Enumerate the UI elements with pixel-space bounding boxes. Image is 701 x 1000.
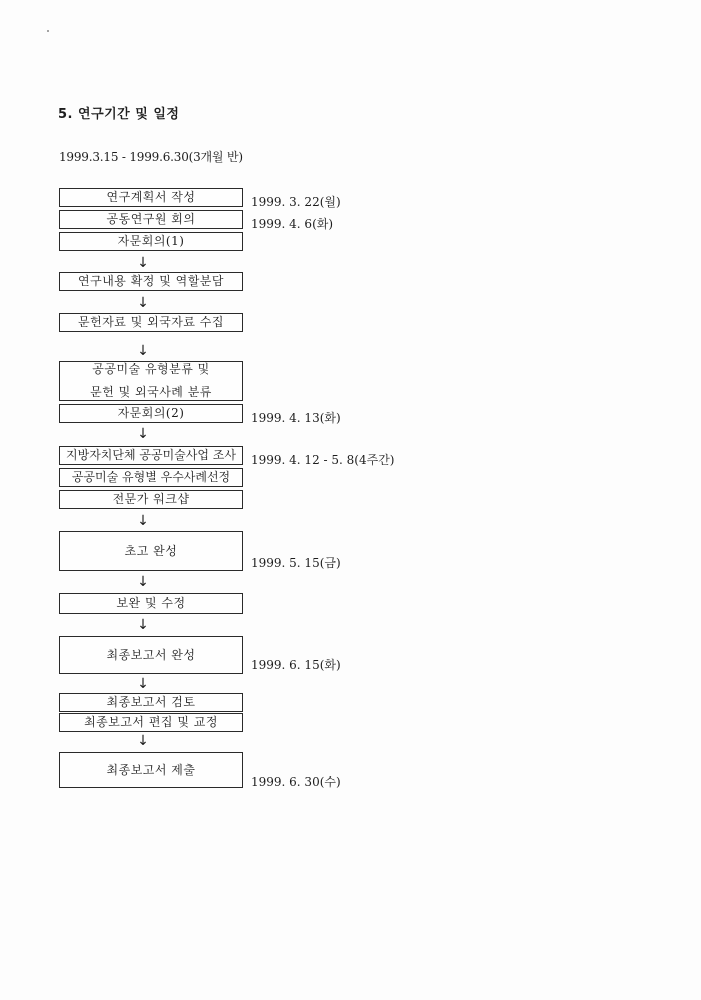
step-expert-workshop: 전문가 워크샵 bbox=[59, 490, 243, 509]
date-research-plan: 1999. 3. 22(월) bbox=[251, 195, 341, 209]
step-advisory-meeting-2: 자문회의(2) bbox=[59, 404, 243, 423]
scan-speck bbox=[47, 30, 49, 32]
step-type-classification-line-2: 문헌 및 외국사례 분류 bbox=[90, 385, 212, 399]
section-heading: 5. 연구기간 및 일정 bbox=[58, 107, 180, 122]
step-research-plan: 연구계획서 작성 bbox=[59, 188, 243, 207]
step-content-confirmation: 연구내용 확정 및 역할분담 bbox=[59, 272, 243, 291]
date-draft-completion: 1999. 5. 15(금) bbox=[251, 556, 341, 570]
step-literature-collection: 문헌자료 및 외국자료 수집 bbox=[59, 313, 243, 332]
flow-arrow: ↓ bbox=[137, 426, 149, 442]
step-type-classification-line-1: 공공미술 유형분류 및 bbox=[92, 362, 210, 377]
step-type-classification bbox=[59, 361, 243, 401]
date-local-survey: 1999. 4. 12 - 5. 8(4주간) bbox=[251, 453, 395, 467]
date-final-report-submission: 1999. 6. 30(수) bbox=[251, 775, 341, 789]
flow-arrow: ↓ bbox=[137, 676, 149, 692]
date-joint-meeting: 1999. 4. 6(화) bbox=[251, 217, 334, 231]
date-advisory-meeting-2: 1999. 4. 13(화) bbox=[251, 411, 341, 425]
step-revision: 보완 및 수정 bbox=[59, 593, 243, 614]
flow-arrow: ↓ bbox=[137, 733, 149, 749]
flow-arrow: ↓ bbox=[137, 343, 149, 359]
date-final-report-completion: 1999. 6. 15(화) bbox=[251, 658, 341, 672]
flow-arrow: ↓ bbox=[137, 617, 149, 633]
step-final-report-completion: 최종보고서 완성 bbox=[59, 636, 243, 674]
flow-arrow: ↓ bbox=[137, 255, 149, 271]
step-joint-researcher-meeting: 공동연구원 회의 bbox=[59, 210, 243, 229]
step-advisory-meeting-1: 자문회의(1) bbox=[59, 232, 243, 251]
step-final-report-submission: 최종보고서 제출 bbox=[59, 752, 243, 788]
step-best-case-selection: 공공미술 유형별 우수사례선정 bbox=[59, 468, 243, 487]
flow-arrow: ↓ bbox=[137, 295, 149, 311]
step-draft-completion: 초고 완성 bbox=[59, 531, 243, 571]
flow-arrow: ↓ bbox=[137, 574, 149, 590]
step-local-government-survey: 지방자치단체 공공미술사업 조사 bbox=[59, 446, 243, 465]
flow-arrow: ↓ bbox=[137, 513, 149, 529]
step-final-report-review: 최종보고서 검토 bbox=[59, 693, 243, 712]
step-final-report-editing: 최종보고서 편집 및 교정 bbox=[59, 713, 243, 732]
research-period: 1999.3.15 - 1999.6.30(3개월 반) bbox=[59, 150, 243, 164]
